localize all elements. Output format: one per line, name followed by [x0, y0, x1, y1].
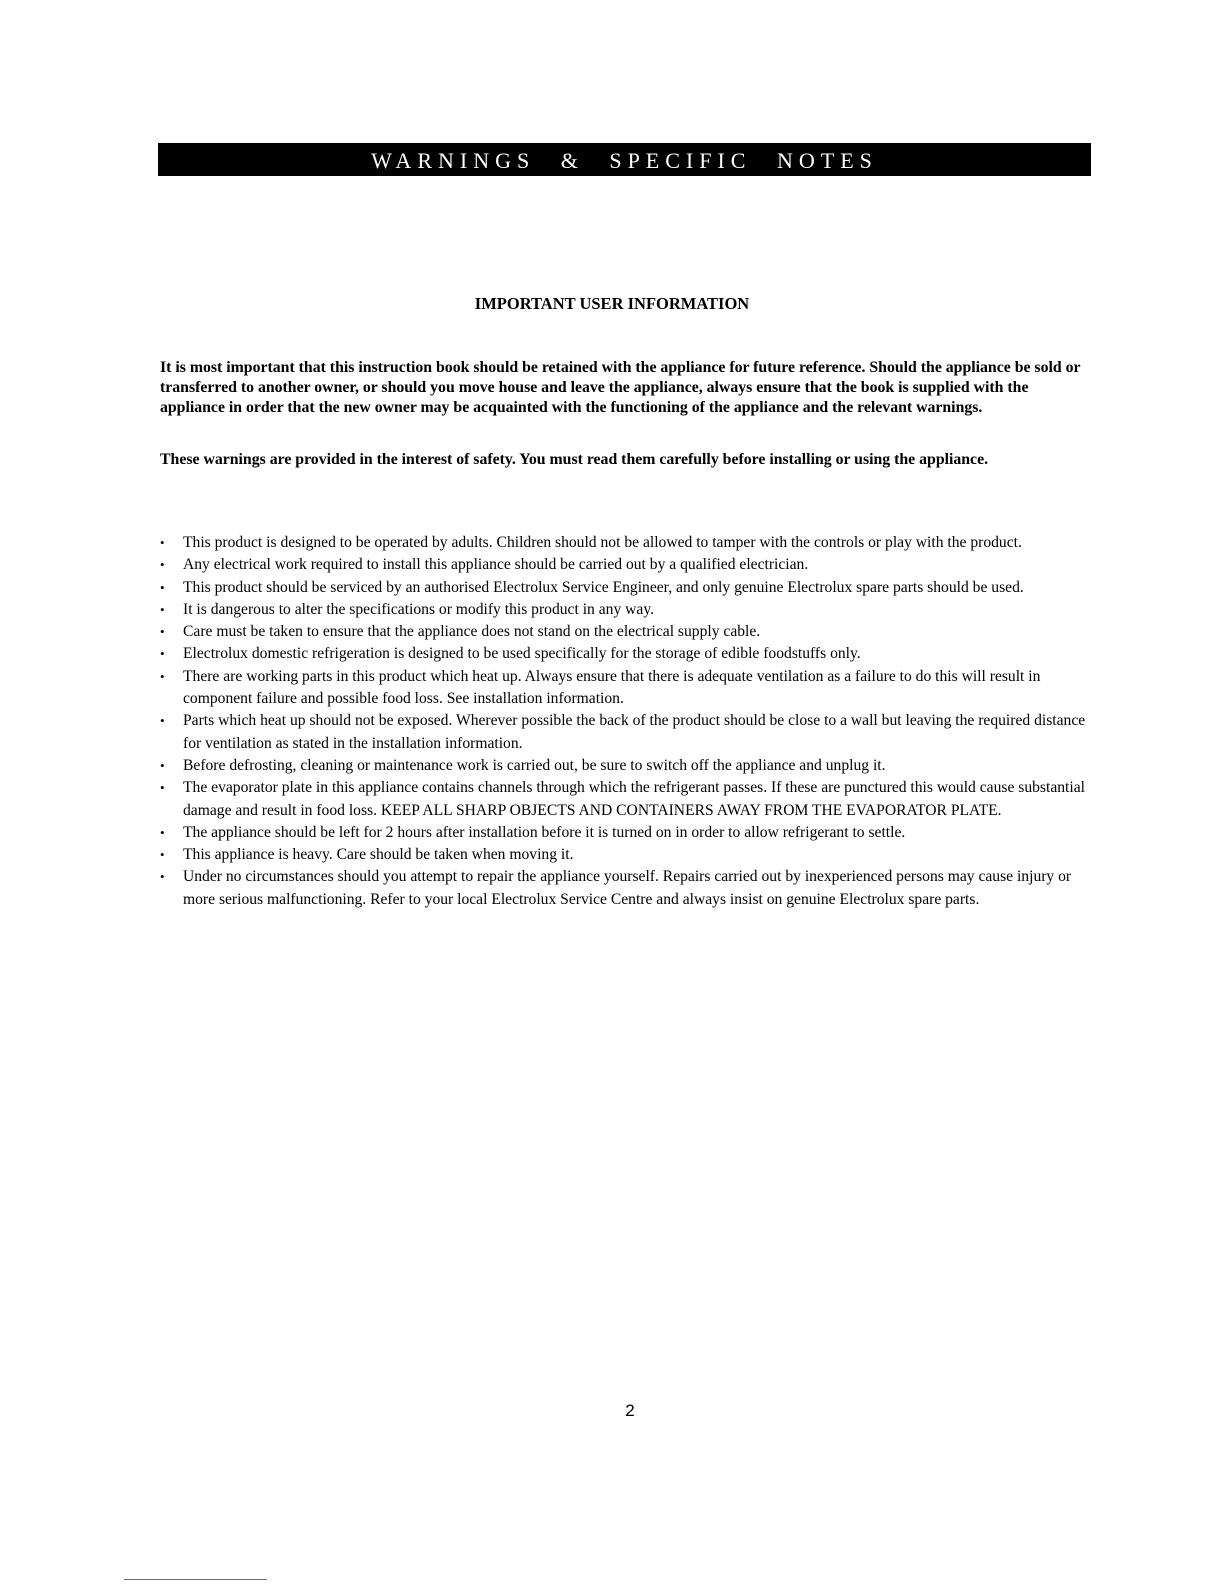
bullet-icon: •: [160, 824, 165, 840]
bullet-icon: •: [160, 624, 165, 640]
bullet-icon: •: [160, 557, 165, 573]
warning-item: [160, 844, 1095, 866]
page-number: 2: [625, 1401, 635, 1420]
warning-text: This appliance is heavy. Care should be taken when moving it.: [183, 846, 574, 864]
warning-text: It is dangerous to alter the specifications or modify this product in any way.: [183, 600, 655, 618]
bullet-icon: •: [160, 780, 165, 796]
warning-text: Care must be taken to ensure that the appliance does not stand on the electrical supply cable.: [183, 623, 761, 641]
important-user-information-heading: IMPORTANT USER INFORMATION: [474, 294, 750, 313]
intro-paragraph-retain-book: It is most important that this instruction book should be retained with the appliance for future reference. Should the appliance be sold or transferred to another owner, or should you move house and leave the appliance, always ensure that the book is supplied with the appliance in order that the new owner may be acquainted with the functioning of the appliance and the relevant warnings.: [160, 359, 1081, 416]
warning-item: [160, 621, 1095, 643]
warnings-list: [160, 532, 1095, 911]
warning-text: Electrolux domestic refrigeration is designed to be used specifically for the storage of edible foodstuffs only.: [183, 645, 861, 663]
bullet-icon: •: [160, 668, 165, 684]
section-header-bar: [158, 143, 1091, 176]
bullet-icon: •: [160, 579, 165, 595]
warning-text: This product is designed to be operated by adults. Children should not be allowed to tamper with the controls or play with the product.: [183, 534, 1022, 551]
warning-text: Under no circumstances should you attempt to repair the appliance yourself. Repairs carried out by inexperienced persons may cause injury or more serious malfunctioning. Refer to your local Electrolux Service Centre and always insist on genuine Electrolux spare parts.: [183, 868, 1072, 908]
warning-text: The appliance should be left for 2 hours after installation before it is turned on in order to allow refrigerant to settle.: [183, 823, 906, 841]
warning-item: [160, 577, 1095, 599]
bullet-icon: •: [160, 601, 165, 617]
warning-text: Any electrical work required to install this appliance should be carried out by a qualified electrician.: [183, 556, 809, 574]
bullet-icon: •: [160, 646, 165, 662]
warning-text: Parts which heat up should not be exposed. Wherever possible the back of the product should be close to a wall but leaving the required distance for ventilation as stated in the installation information.: [183, 712, 1086, 752]
warning-text: This product should be serviced by an authorised Electrolux Service Engineer, and only genuine Electrolux spare parts should be used.: [183, 578, 1024, 596]
warning-text: The evaporator plate in this appliance contains channels through which the refrigerant passes. If these are punctured this would cause substantial damage and result in food loss. KEEP ALL SHARP OBJECTS AND CONTAINERS AWAY FROM THE EVAPORATOR PLATE.: [183, 779, 1085, 819]
warning-item: [160, 643, 1095, 665]
warning-item: [160, 710, 1095, 755]
bullet-icon: •: [160, 869, 165, 885]
intro-paragraph-safety: These warnings are provided in the interest of safety. You must read them carefully before installing or using the appliance.: [160, 451, 989, 468]
warning-item: [160, 777, 1095, 822]
warning-item: [160, 822, 1095, 844]
warning-item: [160, 554, 1095, 576]
warning-text: Before defrosting, cleaning or maintenance work is carried out, be sure to switch off the appliance and unplug it.: [183, 756, 886, 774]
warning-item: [160, 866, 1095, 911]
bullet-icon: •: [160, 535, 165, 550]
section-header-title: WARNINGS & SPECIFIC NOTES: [371, 147, 878, 173]
warning-item: [160, 755, 1095, 777]
warning-item: [160, 666, 1095, 711]
bullet-icon: •: [160, 847, 165, 863]
bullet-icon: •: [160, 713, 165, 729]
warning-item: [160, 599, 1095, 621]
bullet-icon: •: [160, 757, 165, 773]
warning-text: There are working parts in this product which heat up. Always ensure that there is adequate ventilation as a failure to do this will result in component failure and possible food loss. See installation information.: [183, 667, 1041, 708]
footer-rule: [124, 1579, 267, 1580]
warning-item: [160, 532, 1095, 554]
